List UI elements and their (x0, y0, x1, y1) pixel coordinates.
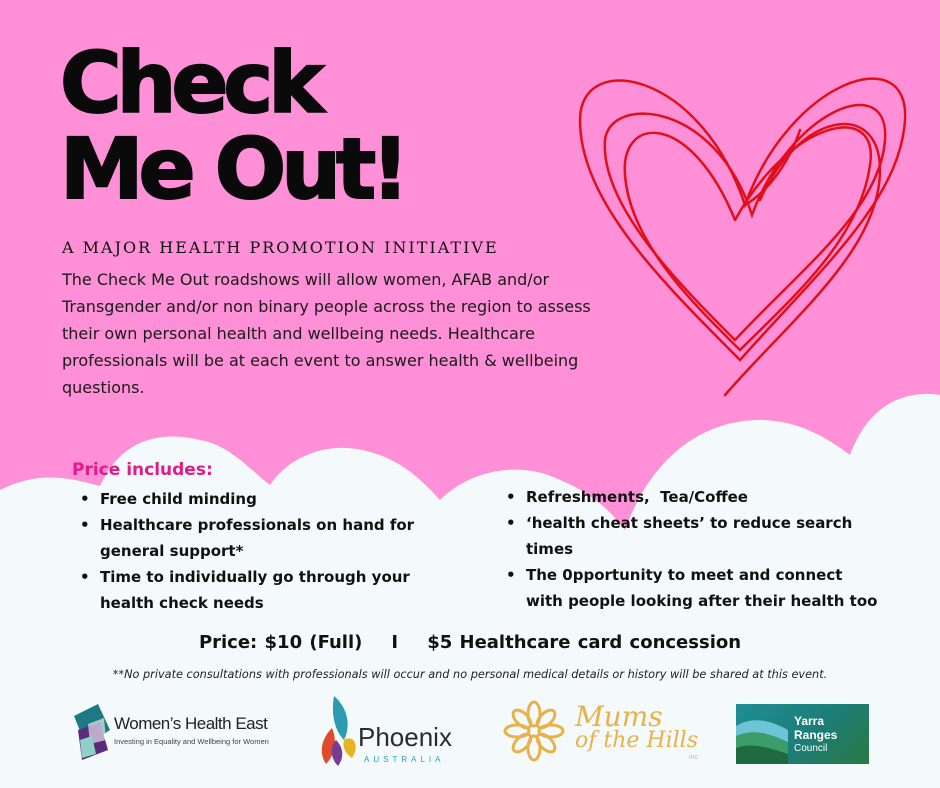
yarra-ranges-council-logo (736, 704, 869, 764)
headline-line-2: Me Out! (60, 120, 405, 218)
womens-health-east-logo (70, 700, 275, 766)
phoenix-sub: AUSTRALIA (364, 755, 445, 764)
price-includes-list-left (76, 486, 436, 616)
list-item: • Refreshments, Tea/Coffee (502, 484, 882, 510)
price-line: Price: $10 (Full) I $5 Healthcare card concession (198, 632, 742, 653)
mums-line-2: of the Hills (575, 728, 698, 753)
disclaimer: **No private consultations with professionals will occur and no personal medical details or history will be shared at this event. (112, 668, 828, 681)
list-item: • The 0pportunity to meet and connect with people looking after their health too (502, 562, 882, 614)
mums-of-the-hills-logo (503, 700, 703, 762)
mums-line-1: Mums (575, 700, 663, 733)
headline-line-1: Check (60, 34, 320, 132)
phoenix-australia-logo (312, 694, 472, 768)
mums-sub: inc (689, 754, 698, 761)
whe-name: Women’s Health East (114, 714, 268, 733)
phoenix-feather-icon (312, 694, 362, 768)
list-item: • Healthcare professionals on hand for general support* (76, 512, 436, 564)
headline (60, 34, 405, 218)
yarra-line-3: Council (794, 743, 828, 754)
yarra-line-2: Ranges (794, 728, 838, 742)
phoenix-name: Phoenix (358, 722, 452, 752)
yarra-text (794, 714, 837, 756)
whe-tagline: Investing in Equality and Wellbeing for Women (114, 737, 269, 746)
tagline: A MAJOR HEALTH PROMOTION INITIATIVE (62, 238, 499, 257)
yarra-line-1: Yarra (794, 714, 825, 728)
price-includes-list-right (502, 484, 882, 614)
list-item: • ‘health cheat sheets’ to reduce search times (502, 510, 882, 562)
list-item: • Time to individually go through your health check needs (76, 564, 436, 616)
description: The Check Me Out roadshows will allow women, AFAB and/or Transgender and/or non binary people across the region to assess their own personal health and wellbeing needs. Healthcare professionals will be at each event to answer health & wellbeing questions. (62, 270, 591, 397)
price-includes-heading: Price includes: (72, 460, 213, 480)
flower-icon (503, 700, 565, 762)
list-item: • Free child minding (76, 486, 436, 512)
